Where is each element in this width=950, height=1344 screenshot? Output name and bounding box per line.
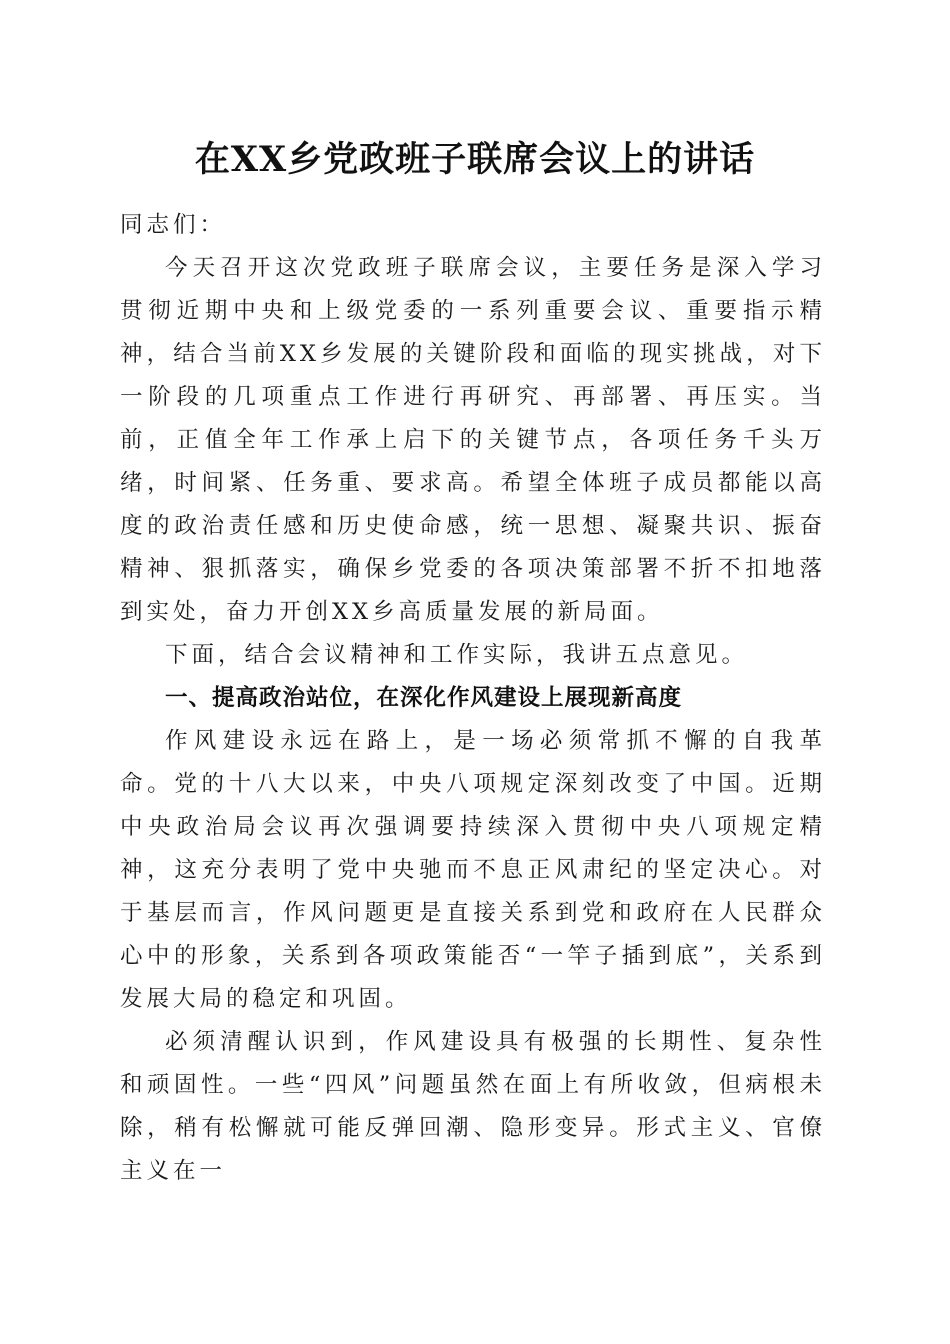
paragraph-section1-b: 必须清醒认识到，作风建设具有极强的长期性、复杂性和顽固性。一些“四风”问题虽然在面上有所收敛，但病根未除，稍有松懈就可能反弹回潮、隐形变异。形式主义、官僚主义在一 [120, 1029, 826, 1184]
paragraph-section1-a: 作风建设永远在路上，是一场必须常抓不懈的自我革命。党的十八大以来，中央八项规定深刻改变了中国。近期中央政治局会议再次强调要持续深入贯彻中央八项规定精神，这充分表明了党中央驰而不息正风肃纪的坚定决心。对于基层而言，作风问题更是直接关系到党和政府在人民群众心中的形象，关系到各项政策能否“一竿子插到底”，关系到发展大局的稳定和巩固。 [120, 728, 826, 1012]
section-heading-1: 一、提高政治站位，在深化作风建设上展现新高度 [165, 685, 683, 711]
document-title: 在XX乡党政班子联席会议上的讲话 [194, 139, 756, 180]
salutation: 同志们： [120, 212, 227, 238]
document-body [120, 204, 826, 1193]
paragraph-opening: 今天召开这次党政班子联席会议，主要任务是深入学习贯彻近期中央和上级党委的一系列重要会议、重要指示精神，结合当前XX乡发展的关键阶段和面临的现实挑战，对下一阶段的几项重点工作进行再研究、再部署、再压实。当前，正值全年工作承上启下的关键节点，各项任务千头万绪，时间紧、任务重、要求高。希望全体班子成员都能以高度的政治责任感和历史使命感，统一思想、凝聚共识、振奋精神、狠抓落实，确保乡党委的各项决策部署不折不扣地落到实处，奋力开创XX乡高质量发展的新局面。 [120, 255, 826, 625]
paragraph-intro-points: 下面，结合会议精神和工作实际，我讲五点意见。 [165, 642, 749, 668]
